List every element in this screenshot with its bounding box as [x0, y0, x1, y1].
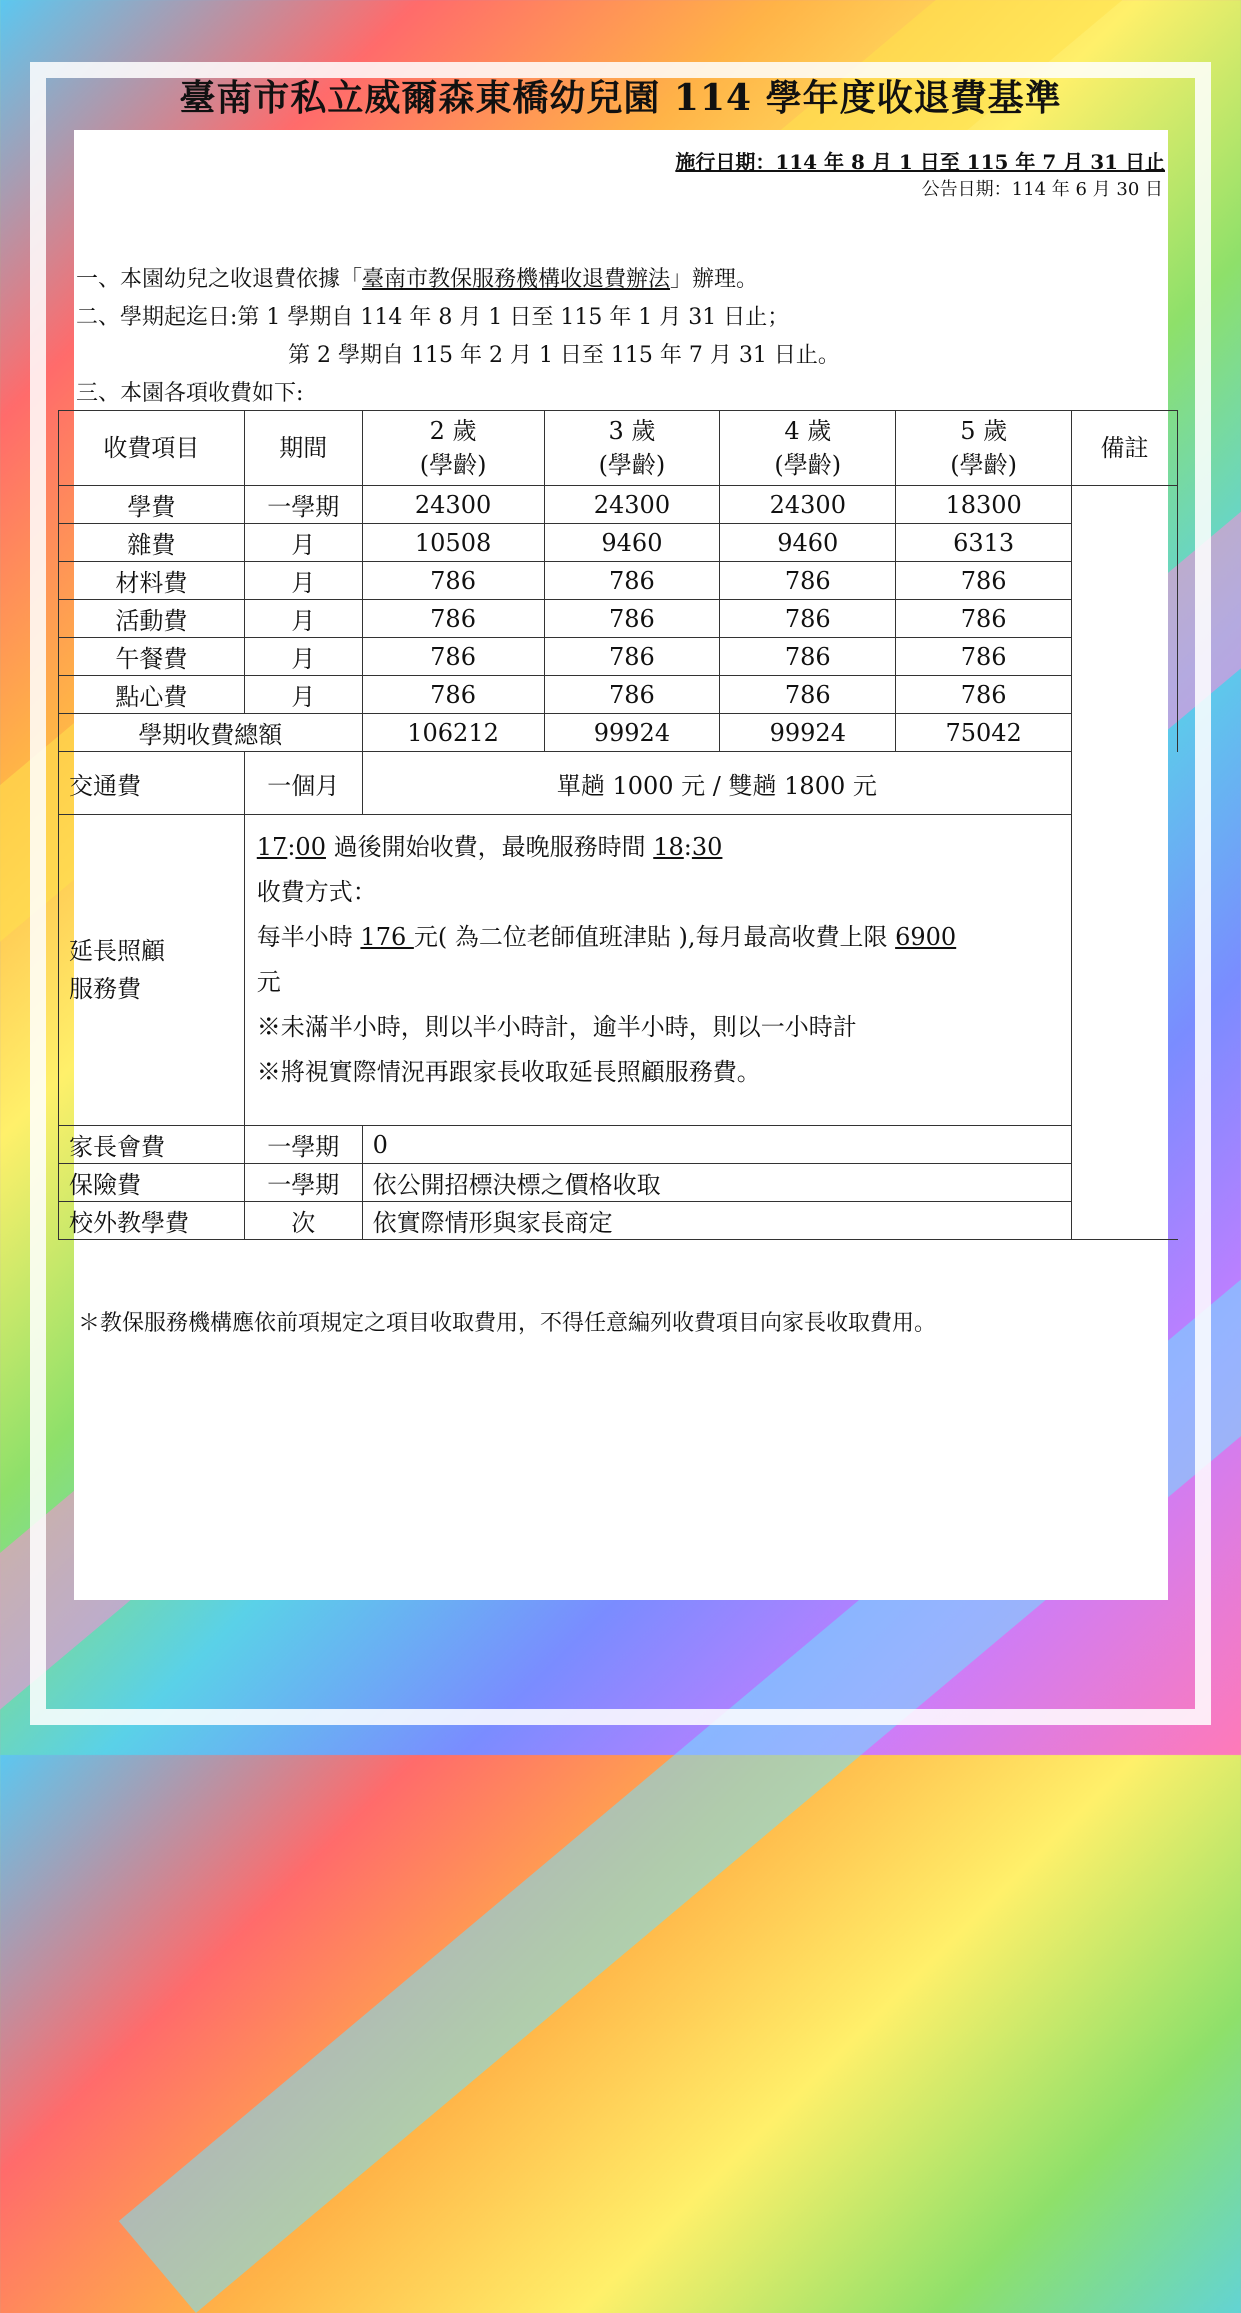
publication-date: 公告日期：114 年 6 月 30 日	[921, 179, 1163, 200]
table-row: 雜費 月 10508 9460 9460 6313	[59, 524, 1178, 562]
header-age4: 4 歲 (學齡)	[720, 411, 896, 486]
table-row: 午餐費 月 786 786 786 786	[59, 638, 1178, 676]
table-row: 家長會費 一學期 0	[59, 1126, 1178, 1164]
extended-care-row	[59, 815, 1178, 1126]
header-remark: 備註	[1072, 411, 1178, 486]
header-period: 期間	[244, 411, 362, 486]
implementation-date: 施行日期：114 年 8 月 1 日至 115 年 7 月 31 日止	[675, 150, 1165, 174]
remark-cell	[1072, 486, 1178, 752]
fee-table	[58, 410, 1178, 1240]
table-row: 活動費 月 786 786 786 786	[59, 600, 1178, 638]
footnote: ＊教保服務機構應依前項規定之項目收取費用，不得任意編列收費項目向家長收取費用。	[78, 1311, 937, 1336]
table-row: 保險費 一學期 依公開招標決標之價格收取	[59, 1164, 1178, 1202]
header-item: 收費項目	[59, 411, 245, 486]
header-age5: 5 歲 (學齡)	[896, 411, 1072, 486]
extended-care-label: 延長照顧 服務費	[59, 815, 245, 1126]
table-row: 校外教學費 次 依實際情形與家長商定	[59, 1202, 1178, 1240]
table-row: 材料費 月 786 786 786 786	[59, 562, 1178, 600]
page-title: 臺南市私立威爾森東橋幼兒園 114 學年度收退費基準	[179, 77, 1062, 119]
header-age3: 3 歲 (學齡)	[544, 411, 720, 486]
intro-line-1: 一、本園幼兒之收退費依據「臺南市教保服務機構收退費辦法」辦理。	[76, 267, 759, 292]
table-row: 學費 一學期 24300 24300 24300 18300	[59, 486, 1178, 524]
intro-line-2: 二、學期起迄日:第 1 學期自 114 年 8 月 1 日至 115 年 1 月 31 日止；	[76, 305, 790, 330]
intro-line-4: 三、本園各項收費如下:	[76, 381, 304, 406]
table-header-row	[59, 411, 1178, 486]
transport-row: 交通費 一個月 單趟 1000 元 / 雙趟 1800 元	[59, 752, 1178, 815]
total-row: 學期收費總額 106212 99924 99924 75042	[59, 714, 1178, 752]
table-row: 點心費 月 786 786 786 786	[59, 676, 1178, 714]
header-age2: 2 歲 (學齡)	[362, 411, 544, 486]
extended-care-details: 17:00 過後開始收費，最晚服務時間 18:30 收費方式： 每半小時 176 元( 為二位老師值班津貼 ),每月最高收費上限 6900 元 ※未滿半小時，則以半小時計，逾半小時，則以一小時計 ※將視實際情況再跟家長收取延長照顧服務費。	[244, 815, 1071, 1126]
regulation-name: 臺南市教保服務機構收退費辦法	[362, 267, 671, 292]
intro-line-3: 第 2 學期自 115 年 2 月 1 日至 115 年 7 月 31 日止。	[288, 343, 840, 368]
